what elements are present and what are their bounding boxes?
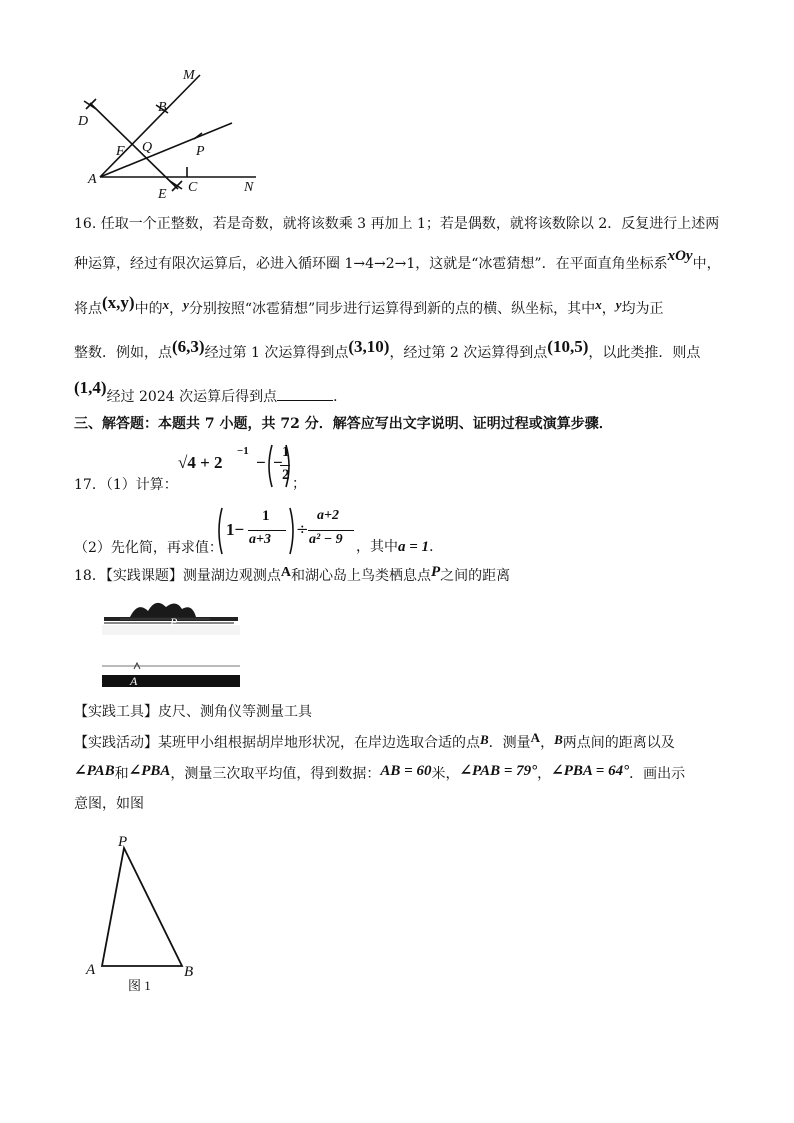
math-y-2: y: [615, 297, 622, 312]
math-point-xy: (x,y): [102, 293, 135, 312]
math-frac1-den: a+3: [249, 532, 271, 547]
act-text-1d: 两点间的距离以及: [562, 735, 675, 751]
q17-part1-label: 17．（1）计算：: [74, 477, 178, 493]
label-B: B: [158, 100, 167, 115]
q16-line2: [74, 248, 721, 274]
q18-activity-line2: [74, 764, 685, 784]
act-text-2c: ．画出示: [629, 766, 686, 782]
act-text-1c: ，: [540, 735, 555, 751]
label-C: C: [188, 180, 198, 195]
triangle-PAB: [102, 848, 182, 966]
math-xOy: xOy: [667, 248, 693, 264]
label-D: D: [78, 114, 89, 129]
math-a-equals-1: a = 1: [398, 539, 430, 555]
q16-text-4b: 经过第 1 次运算得到点: [204, 345, 349, 361]
figure-caption: 图 1: [128, 978, 151, 993]
math-den-2: 2: [282, 467, 290, 483]
q16-text-5: 经过 2024 次运算后得到点: [106, 389, 278, 405]
triangle-label-A: A: [86, 962, 96, 978]
math-AB-60: AB = 60: [380, 763, 432, 779]
q16-line1: [74, 214, 719, 234]
math-B: B: [480, 732, 489, 747]
label-A: A: [88, 172, 97, 187]
math-minus: −: [256, 453, 266, 472]
label-F: F: [116, 144, 125, 159]
cond-end: ．: [429, 539, 444, 555]
label-P: P: [196, 144, 205, 159]
photo-label-P: P: [170, 615, 178, 629]
math-semicolon: ；: [292, 476, 306, 492]
q17-condition: [356, 536, 443, 556]
triangle-figure-1: [82, 830, 212, 1000]
q18-title-b: 和湖心岛上鸟类栖息点: [290, 568, 431, 584]
label-E: E: [158, 187, 167, 200]
math-frac2-num: a+2: [317, 508, 339, 523]
q16-text-5-end: ．: [333, 389, 348, 405]
angle-construction-figure: [70, 65, 270, 200]
fraction-bar-2: [308, 530, 354, 531]
math-A: A: [280, 565, 291, 580]
q17-part2-expression: [216, 506, 476, 556]
act-text-2b: ，测量三次取平均值，得到数据：: [170, 766, 381, 782]
q16-text-4a: 整数．例如，点: [74, 345, 172, 361]
cond-text: ，其中: [356, 539, 398, 555]
q18-activity-line3: 意图，如图: [74, 796, 144, 812]
math-y: y: [183, 297, 189, 312]
q16-text-3f: 均为正: [621, 301, 664, 317]
math-angle-PAB: ∠PAB: [74, 763, 115, 779]
act-and: 和: [114, 766, 129, 782]
math-PAB-79: ∠PAB = 79°: [459, 763, 538, 779]
math-point-1-4: (1,4): [74, 378, 107, 397]
q18-title-c: 之间的距离: [440, 568, 511, 584]
math-point-10-5: (10,5): [547, 337, 589, 356]
q16-text-3d: 分别按照“冰雹猜想”同步进行运算得到新的点的横、纵坐标，其中: [188, 301, 596, 317]
fraction-bar: [280, 465, 290, 466]
math-divide: ÷: [296, 520, 309, 538]
section-3-heading: 三、解答题：本题共 7 小题，共 72 分．解答应写出文字说明、证明过程或演算步骤．: [74, 416, 613, 432]
fraction-bar-1: [248, 530, 286, 531]
q16-text-2a: 种运算，经过有限次运算后，必进入循环圈 1→4→2→1，这就是“冰雹猜想”．在平面直角坐标系: [74, 256, 668, 272]
q16-text-2b: 中，: [692, 256, 721, 272]
lake-photo: [100, 595, 242, 691]
q16-line3: [74, 293, 664, 319]
math-A-2: A: [530, 730, 541, 745]
q16-text-3e: ，: [601, 301, 616, 317]
q18-tools: 【实践工具】皮尺、测角仪等测量工具: [74, 704, 312, 720]
label-N: N: [244, 180, 254, 195]
act-text-1a: 【实践活动】某班甲小组根据胡岸地形状况，在岸边选取合适的点: [74, 735, 480, 751]
math-x: x: [162, 297, 170, 312]
math-P: P: [430, 564, 441, 580]
math-neg: −: [273, 453, 283, 472]
act-text-1b: ．测量: [488, 735, 531, 751]
label-Q: Q: [142, 140, 153, 155]
math-angle-PBA: ∠PBA: [128, 763, 171, 779]
act-unit-mi: 米，: [431, 766, 460, 782]
math-point-6-3: (6,3): [172, 337, 205, 356]
math-B-2: B: [554, 732, 563, 747]
triangle-label-B: B: [184, 964, 194, 980]
label-M: M: [183, 68, 195, 83]
math-num-1: 1: [282, 444, 290, 460]
q16-line4: [74, 337, 701, 363]
act-comma: ，: [537, 766, 552, 782]
q18-activity-line1: [74, 730, 675, 753]
q18-title-line: [74, 566, 510, 587]
math-frac1-num: 1: [262, 508, 270, 524]
math-PBA-64: ∠PBA = 64°: [551, 763, 630, 779]
q16-text-3b: 中的: [134, 301, 163, 317]
photo-label-A: A: [130, 674, 138, 688]
q17-part2-label: （2）先化简，再求值：: [74, 540, 223, 556]
math-x-2: x: [595, 297, 602, 312]
triangle-label-P: P: [118, 834, 128, 850]
math-exponent: −1: [237, 445, 249, 457]
q16-text-3a: 将点: [74, 301, 102, 317]
q16-text-4c: ，经过第 2 次运算得到点: [389, 345, 548, 361]
math-point-3-10: (3,10): [348, 337, 390, 356]
q16-text-1: 16. 任取一个正整数，若是奇数，就将该数乘 3 再加上 1；若是偶数，就将该数除以 2．反复进行上述两: [74, 216, 720, 232]
answer-blank[interactable]: [277, 386, 333, 401]
math-one-minus: 1−: [226, 520, 245, 539]
q18-title-a: 18．【实践课题】测量湖边观测点: [74, 568, 281, 584]
math-frac2-den: a² − 9: [309, 532, 343, 547]
q16-line5: [74, 378, 348, 407]
q16-text-3c: ，: [169, 301, 184, 317]
q16-text-4d: ，以此类推．则点: [588, 345, 701, 361]
math-sqrt4: √4 + 2: [178, 453, 223, 472]
